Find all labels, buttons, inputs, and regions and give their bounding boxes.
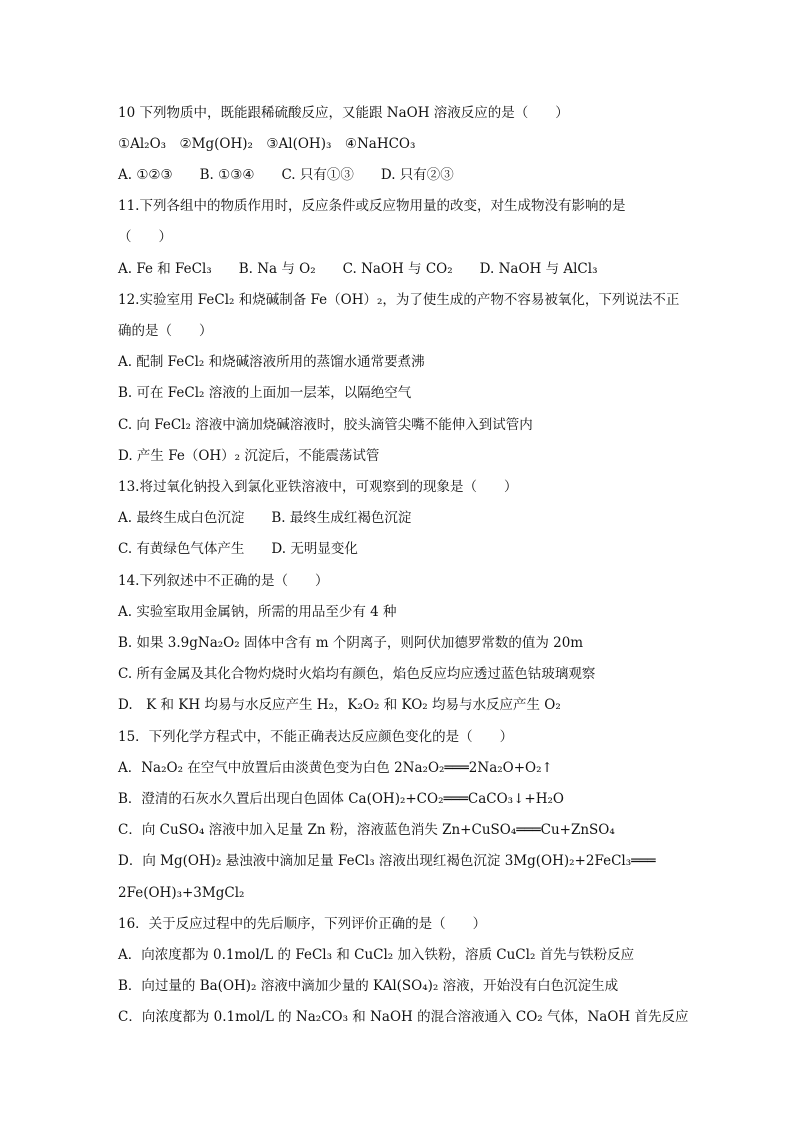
question-14-option-a: A. 实验室取用金属钠，所需的用品至少有 4 种 xyxy=(118,604,397,620)
question-15-option-d: D．向 Mg(OH)₂ 悬浊液中滴加足量 FeCl₃ 溶液出现红褐色沉淀 3Mg(OH)₂+2FeCl₃═══ xyxy=(118,853,656,869)
question-16-option-a: A．向浓度都为 0.1mol/L 的 FeCl₃ 和 CuCl₂ 加入铁粉，溶质 CuCl₂ 首先与铁粉反应 xyxy=(118,947,635,963)
question-12-option-d: D. 产生 Fe（OH）₂ 沉淀后，不能震荡试管 xyxy=(118,448,380,464)
question-11-stem: 11.下列各组中的物质作用时，反应条件或反应物用量的改变，对生成物没有影响的是 xyxy=(118,198,626,214)
question-14-option-d: D. K 和 KH 均易与水反应产生 H₂，K₂O₂ 和 KO₂ 均易与水反应产生 O₂ xyxy=(118,697,561,713)
question-16-option-c: C．向浓度都为 0.1mol/L 的 Na₂CO₃ 和 NaOH 的混合溶液通入 CO₂ 气体，NaOH 首先反应 xyxy=(118,1009,689,1025)
question-12-stem: 12.实验室用 FeCl₂ 和烧碱制备 Fe（OH）₂，为了使生成的产物不容易被氧化，下列说法不正 xyxy=(118,292,680,308)
question-15-option-a: A．Na₂O₂ 在空气中放置后由淡黄色变为白色 2Na₂O₂═══2Na₂O+O₂↑ xyxy=(118,760,553,776)
question-15-option-c: C．向 CuSO₄ 溶液中加入足量 Zn 粉，溶液蓝色消失 Zn+CuSO₄═══Cu+ZnSO₄ xyxy=(118,822,615,838)
question-16-option-b: B．向过量的 Ba(OH)₂ 溶液中滴加少量的 KAl(SO₄)₂ 溶液，开始没有白色沉淀生成 xyxy=(118,978,619,994)
question-12-option-a: A. 配制 FeCl₂ 和烧碱溶液所用的蒸馏水通常要煮沸 xyxy=(118,354,425,370)
question-15-option-b: B．澄清的石灰水久置后出现白色固体 Ca(OH)₂+CO₂═══CaCO₃↓+H₂O xyxy=(118,791,564,807)
question-12-option-b: B. 可在 FeCl₂ 溶液的上面加一层苯，以隔绝空气 xyxy=(118,385,412,401)
question-10-items: ①Al₂O₃ ②Mg(OH)₂ ③Al(OH)₃ ④NaHCO₃ xyxy=(118,136,416,152)
question-16-stem: 16．关于反应过程中的先后顺序，下列评价正确的是（ ） xyxy=(118,916,487,932)
question-13-options-cd: C. 有黄绿色气体产生 D. 无明显变化 xyxy=(118,541,358,557)
question-11-options: A. Fe 和 FeCl₃ B. Na 与 O₂ C. NaOH 与 CO₂ D. NaOH 与 AlCl₃ xyxy=(118,261,598,277)
question-12-option-c: C. 向 FeCl₂ 溶液中滴加烧碱溶液时，胶头滴管尖嘴不能伸入到试管内 xyxy=(118,417,533,433)
question-15-option-d-cont: 2Fe(OH)₃+3MgCl₂ xyxy=(118,885,245,901)
question-14-option-c: C. 所有金属及其化合物灼烧时火焰均有颜色，焰色反应均应透过蓝色钴玻璃观察 xyxy=(118,666,596,682)
question-13-options-ab: A. 最终生成白色沉淀 B. 最终生成红褐色沉淀 xyxy=(118,510,412,526)
question-10-options: A. ①②③ B. ①③④ C. 只有①③ D. 只有②③ xyxy=(118,167,454,183)
question-11-stem-cont: （ ） xyxy=(118,229,172,245)
question-14-option-b: B. 如果 3.9gNa₂O₂ 固体中含有 m 个阴离子，则阿伏加德罗常数的值为 20m xyxy=(118,635,584,651)
question-13-stem: 13.将过氧化钠投入到氯化亚铁溶液中，可观察到的现象是（ ） xyxy=(118,479,518,495)
question-14-stem: 14.下列叙述中不正确的是（ ） xyxy=(118,573,329,589)
question-10-stem: 10 下列物质中，既能跟稀硫酸反应，又能跟 NaOH 溶液反应的是（ ） xyxy=(118,105,569,121)
question-12-stem-cont: 确的是（ ） xyxy=(118,323,213,339)
question-15-stem: 15．下列化学方程式中，不能正确表达反应颜色变化的是（ ） xyxy=(118,729,514,745)
